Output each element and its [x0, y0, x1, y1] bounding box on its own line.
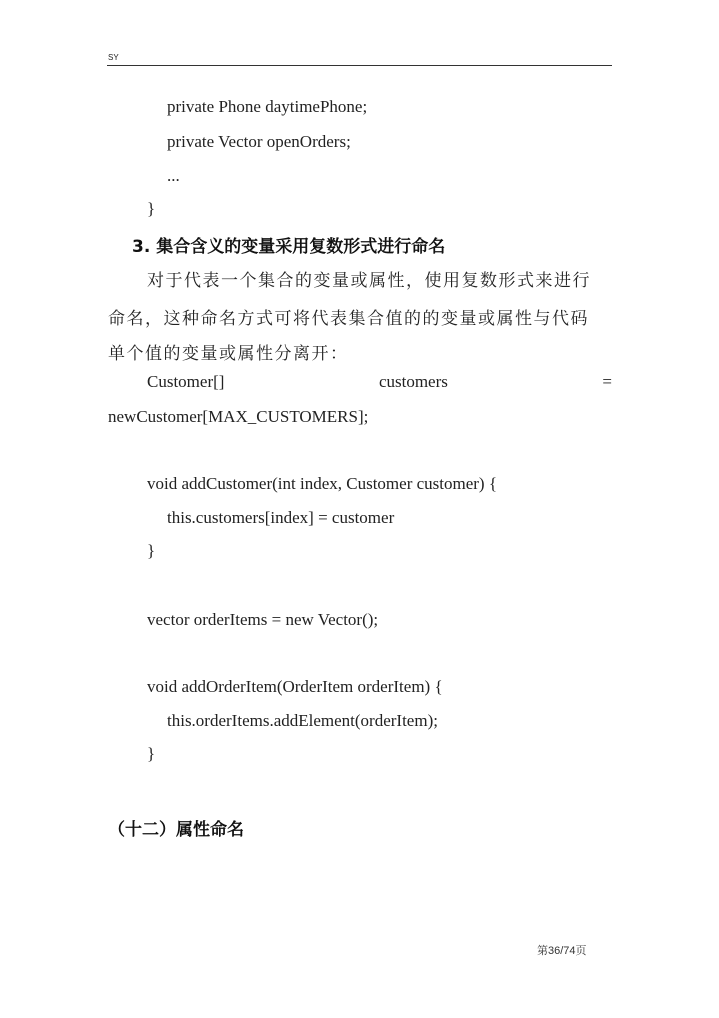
code-line: void addCustomer(int index, Customer customer) { — [147, 474, 497, 493]
code-token: customers — [378, 372, 448, 391]
code-line: } — [147, 744, 156, 763]
code-line: void addOrderItem(OrderItem orderItem) { — [147, 677, 443, 696]
paragraph-line: 命名，这种命名方式可将代表集合值的的变量或属性与代码 — [108, 309, 589, 329]
code-token: Customer[] — [147, 372, 225, 391]
subsection-heading: （十二）属性命名 — [108, 820, 244, 840]
header-rule — [107, 65, 612, 66]
code-line: ... — [167, 166, 180, 185]
code-line: private Phone daytimePhone; — [167, 97, 368, 116]
code-line: } — [147, 199, 156, 218]
paragraph-line: 单个值的变量或属性分离开： — [108, 344, 349, 364]
code-line: vector orderItems = new Vector(); — [147, 610, 379, 629]
code-line: this.customers[index] = customer — [167, 508, 395, 527]
code-line: newCustomer[MAX_CUSTOMERS]; — [108, 407, 369, 426]
code-line: private Vector openOrders; — [167, 132, 351, 151]
code-line: this.orderItems.addElement(orderItem); — [167, 711, 438, 730]
page-number: 第36/74页 — [537, 945, 587, 957]
code-line: } — [147, 541, 156, 560]
section-heading: 3. 集合含义的变量采用复数形式进行命名 — [132, 237, 446, 257]
paragraph-line: 对于代表一个集合的变量或属性，使用复数形式来进行 — [147, 271, 591, 291]
code-declaration — [147, 372, 612, 392]
code-token: = — [602, 372, 612, 391]
page-header-text: SY — [108, 53, 119, 62]
